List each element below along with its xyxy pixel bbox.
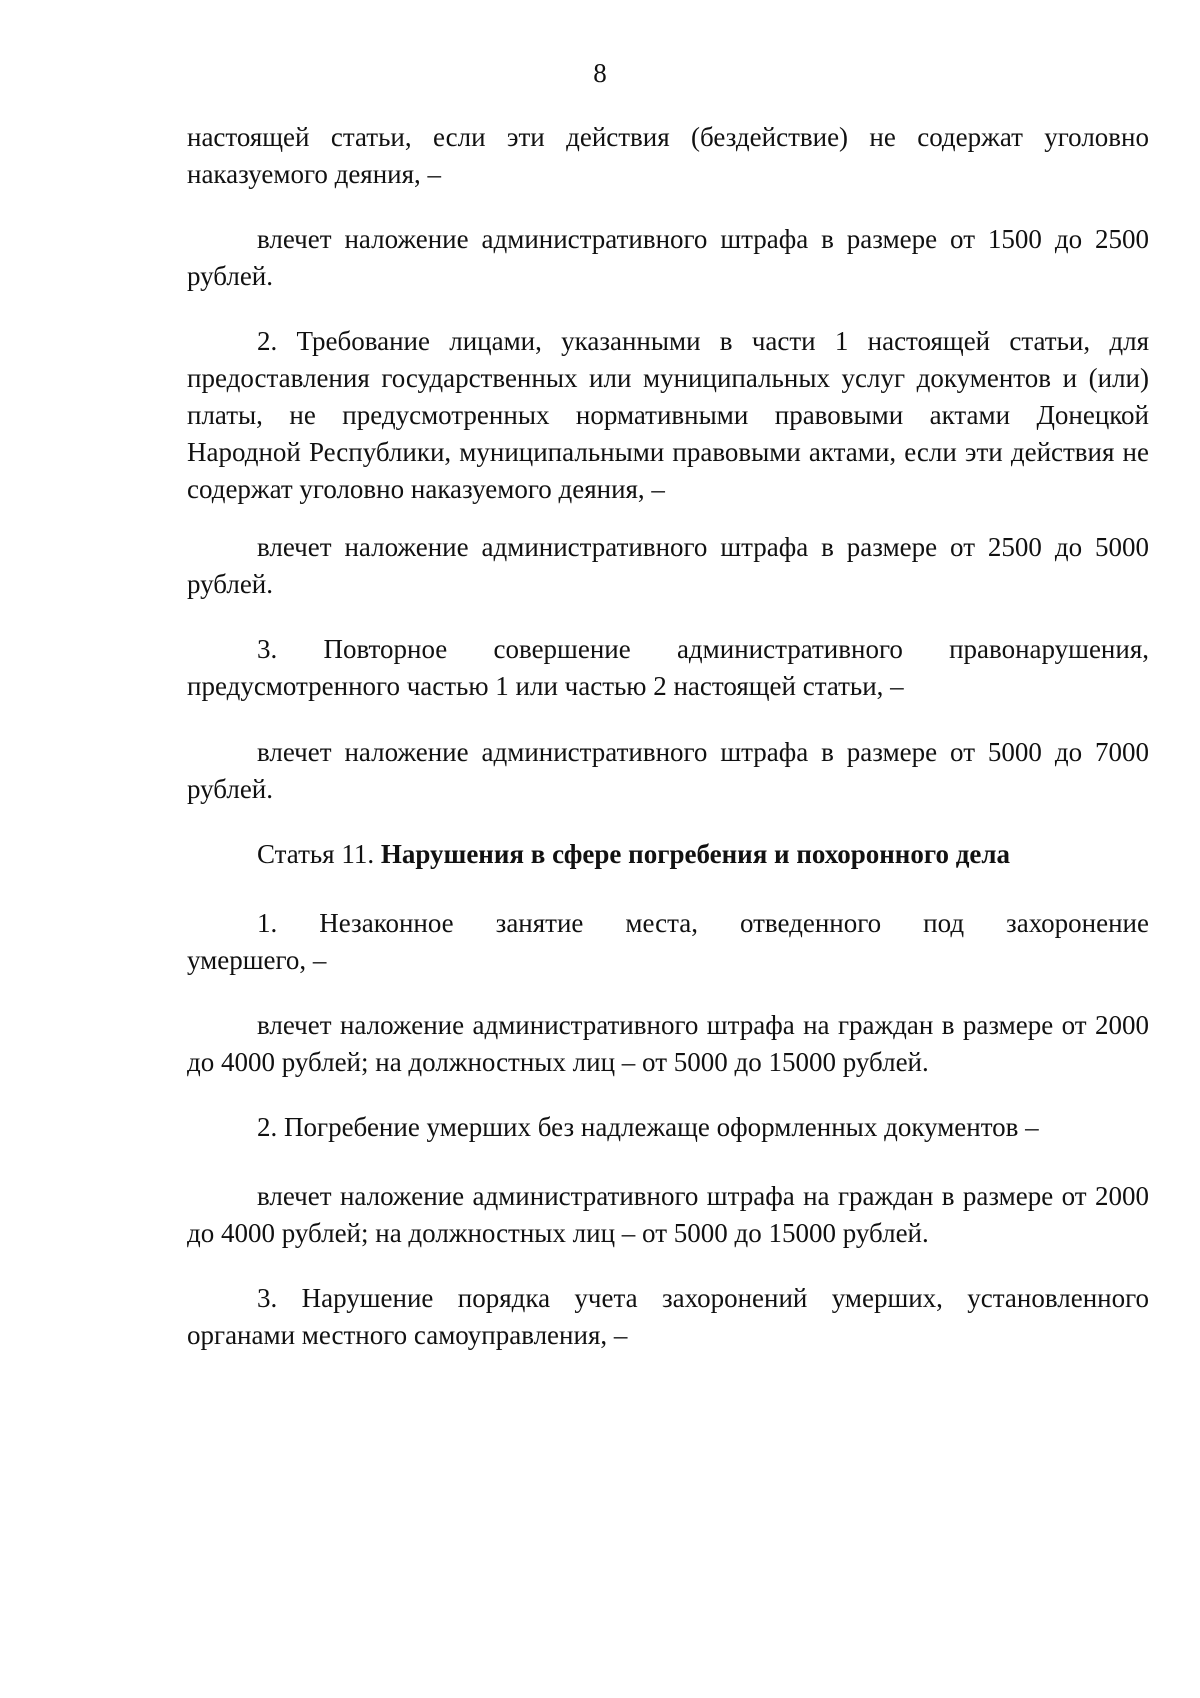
article-11-part-1-line-1: 1. Незаконное занятие места, отведенного под захоронение (257, 908, 1149, 938)
paragraph-part-2: 2. Требование лицами, указанными в части 1 настоящей статьи, для предоставления государственных или муниципальных услуг документов и (или) платы, не предусмотренных нормативными правовыми актами Донецкой Народной Республики, муниципальными правовыми актами, если эти действия не содержат уголовно наказуемого деяния, – (187, 326, 1149, 504)
paragraph-penalty-1: влечет наложение административного штрафа в размере от 1500 до 2500 рублей. (187, 224, 1149, 291)
article-title: Нарушения в сфере погребения и похоронного дела (380, 839, 1010, 869)
paragraph-part-3-line-1: 3. Повторное совершение административного правонарушения, (257, 634, 1149, 664)
article-11-penalty-2: влечет наложение административного штрафа на граждан в размере от 2000 до 4000 рублей; на должностных лиц – от 5000 до 15000 рублей. (187, 1181, 1149, 1248)
paragraph-penalty-2: влечет наложение административного штрафа в размере от 2500 до 5000 рублей. (187, 532, 1149, 599)
paragraph-continuation: настоящей статьи, если эти действия (бездействие) не содержат уголовно наказуемого деяния, – (187, 122, 1149, 189)
article-11-penalty-1: влечет наложение административного штрафа на граждан в размере от 2000 до 4000 рублей; на должностных лиц – от 5000 до 15000 рублей. (187, 1010, 1149, 1077)
article-11-part-2: 2. Погребение умерших без надлежаще оформленных документов – (257, 1112, 1039, 1142)
article-11-part-1-line-2: умершего, – (187, 945, 327, 975)
article-11-part-3: 3. Нарушение порядка учета захоронений умерших, установленного органами местного самоуправления, – (187, 1283, 1149, 1350)
page-number: 8 (593, 58, 607, 88)
article-heading (187, 836, 1149, 873)
paragraph-penalty-3: влечет наложение административного штрафа в размере от 5000 до 7000 рублей. (187, 737, 1149, 804)
article-number: Статья 11. (257, 839, 381, 869)
paragraph-part-3-line-2: предусмотренного частью 1 или частью 2 настоящей статьи, – (187, 671, 904, 701)
